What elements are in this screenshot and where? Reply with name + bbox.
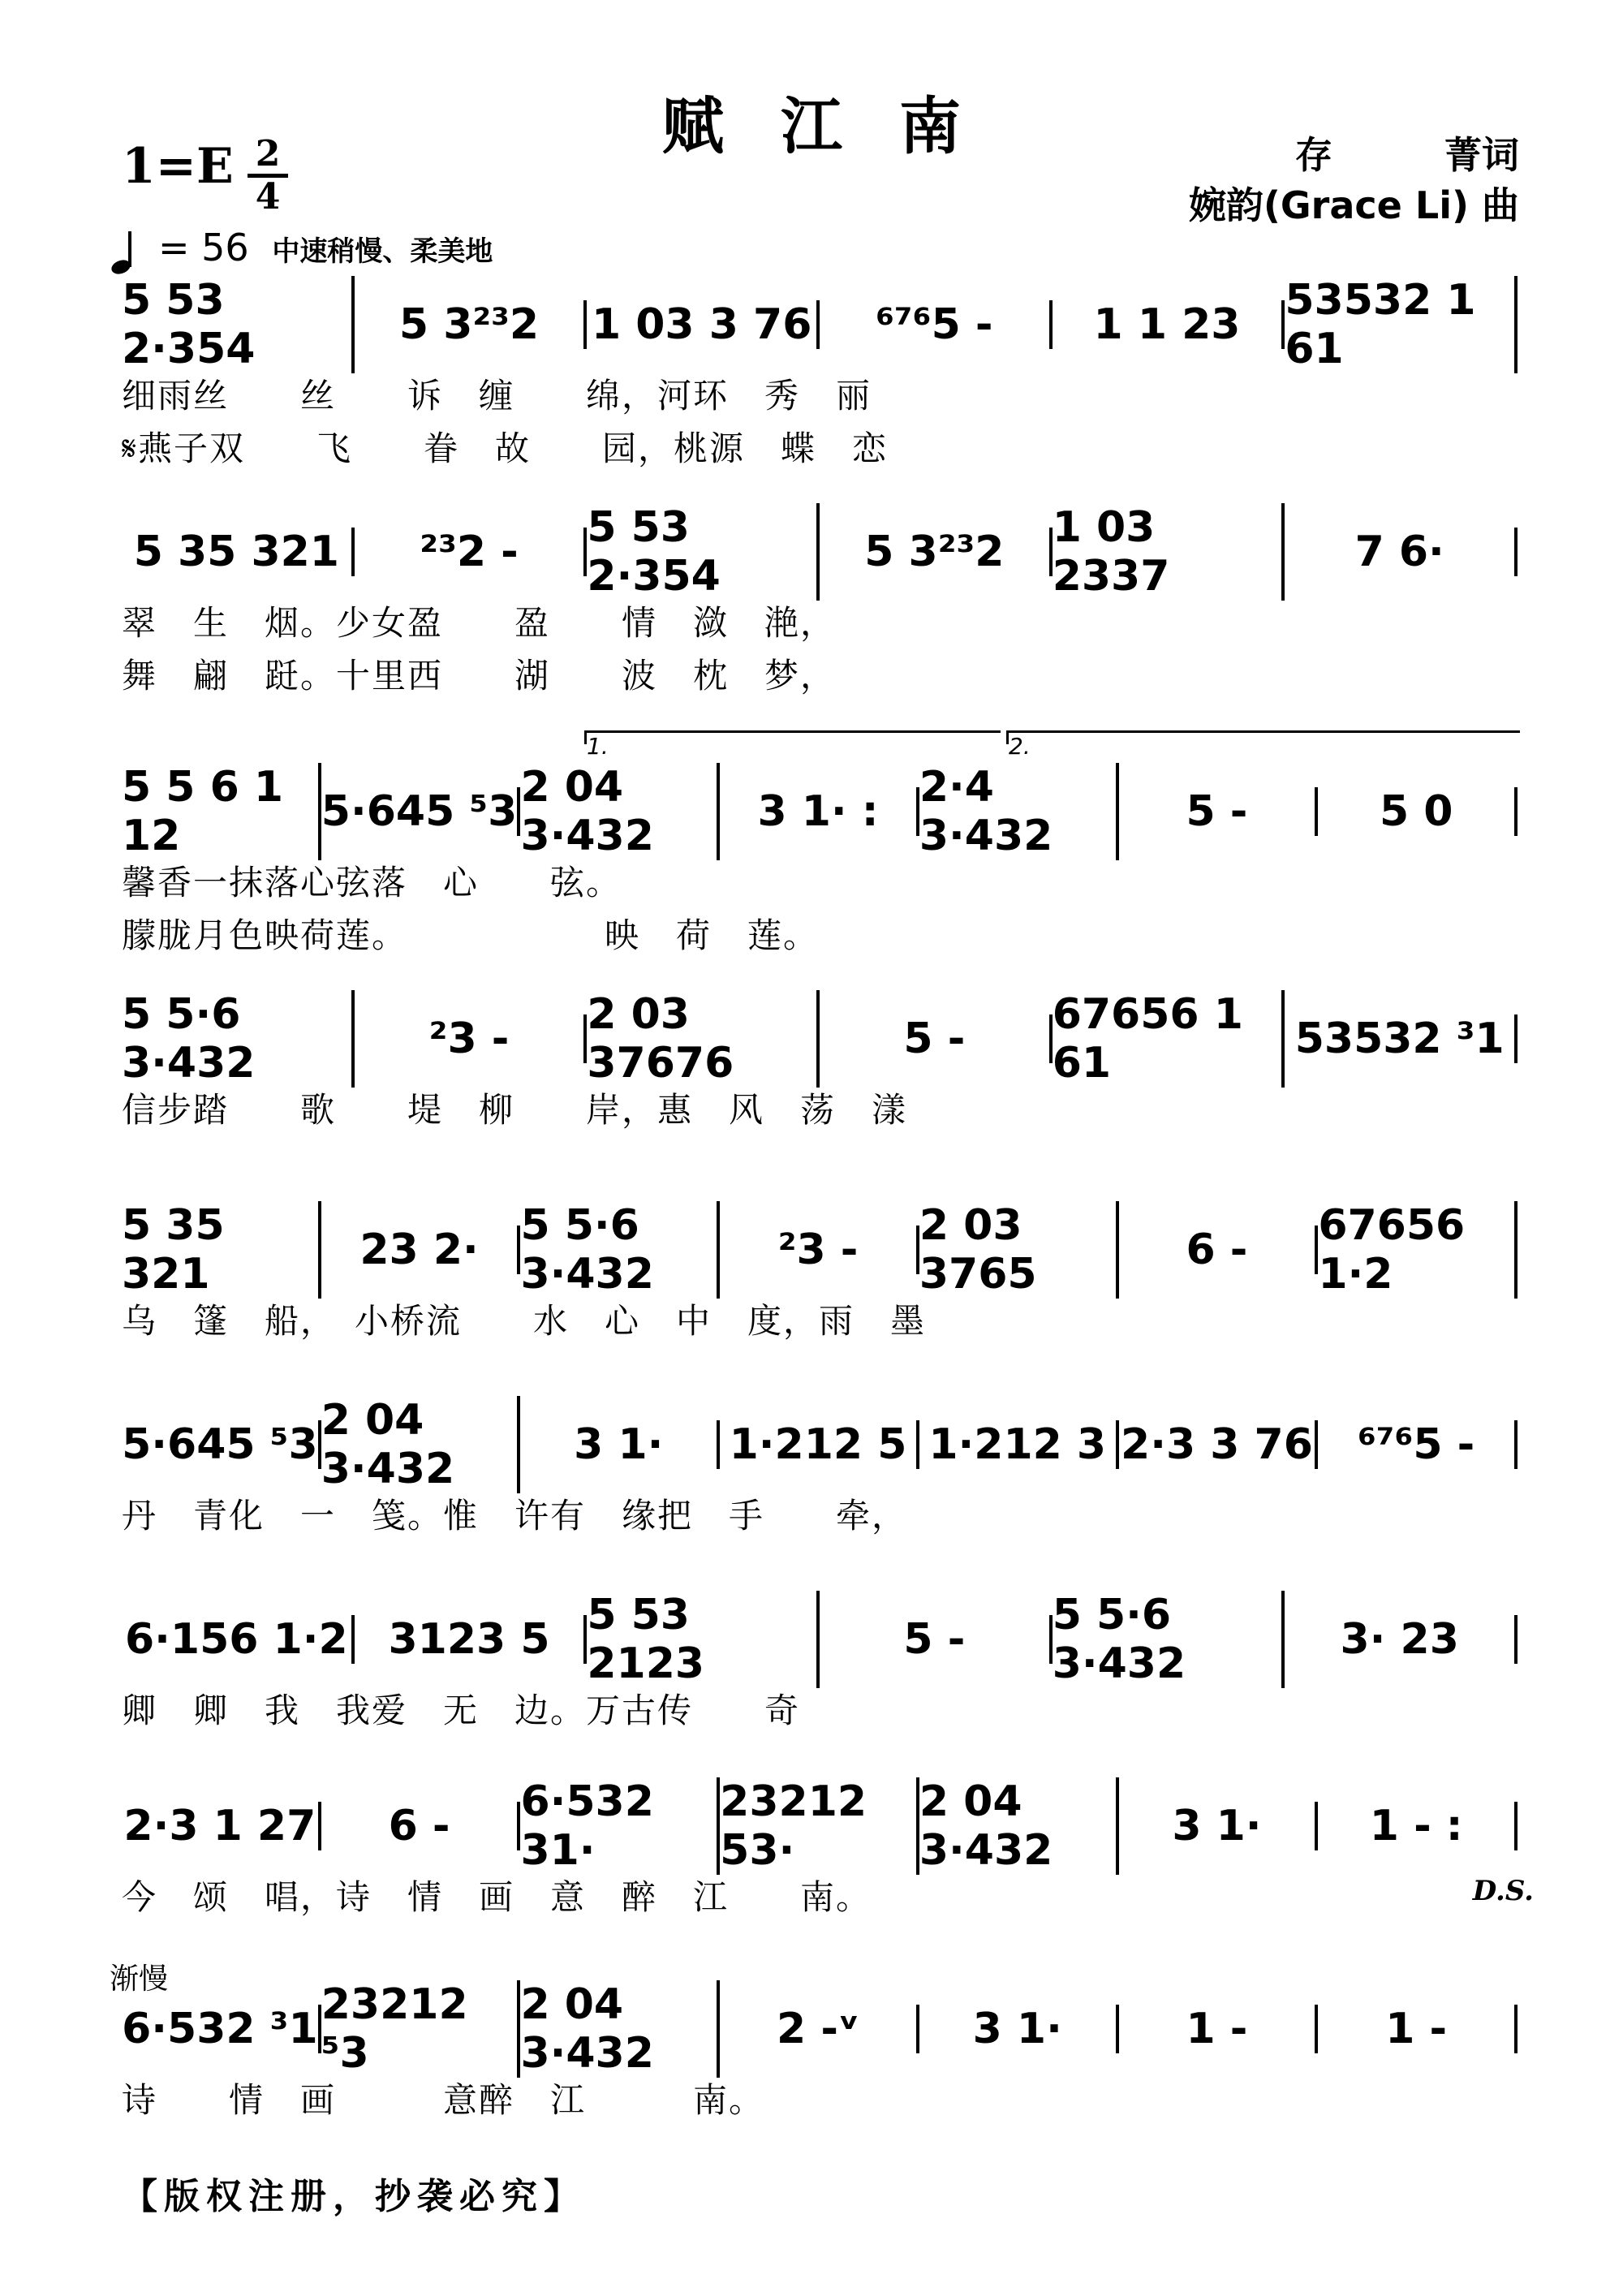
measure: ²3 - — [720, 1226, 919, 1274]
measure: 3 1· — [919, 2005, 1119, 2053]
measure: 5 35 321 — [122, 1201, 321, 1299]
measure: 5 53 2·354 — [587, 503, 820, 601]
measure: 1 1 23 — [1053, 300, 1285, 349]
time-signature-top: 2 — [255, 133, 281, 174]
lyrics-line: 乌 篷 船， 小桥流 水 心 中 度，雨 墨 — [122, 1301, 927, 1341]
notation-line — [122, 503, 1518, 601]
measure: 6·156 1·2 — [122, 1615, 355, 1664]
measure: 3 1· — [520, 1420, 720, 1469]
measure: 2 03 37676 — [587, 990, 820, 1088]
volta-second-ending: 2. — [1006, 730, 1520, 744]
measure: 23212 53· — [720, 1777, 919, 1875]
dal-segno-marking: D.S. — [1472, 1875, 1534, 1907]
measure: 3· 23 — [1285, 1615, 1518, 1664]
ritardando-marking: 渐慢 — [110, 1962, 169, 1996]
measure: 5 35 321 — [122, 528, 355, 576]
measure: 1 03 3 76 — [587, 300, 820, 349]
measure: 5 53 2123 — [587, 1591, 820, 1688]
measure: 2·3 1 27 — [122, 1802, 321, 1850]
measure: 2 03 3765 — [919, 1201, 1119, 1299]
measure: 5 - — [820, 1014, 1053, 1063]
credits — [1189, 130, 1519, 230]
lyrics-line: 丹 青化 一 笺。惟 许有 缘把 手 牵， — [122, 1496, 908, 1536]
measure: 5·645 ⁵3 — [321, 787, 521, 836]
measure: 2 04 3·432 — [919, 1777, 1119, 1875]
measure: 67656 1 61 — [1053, 990, 1285, 1088]
measure: 1·212 3 — [919, 1420, 1119, 1469]
notation-line — [122, 990, 1518, 1088]
measure: 2 04 3·432 — [520, 1980, 720, 2078]
measure: 23 2· — [321, 1226, 521, 1274]
tempo-bpm: = 56 — [158, 226, 249, 269]
notation-line — [122, 1591, 1518, 1688]
lyrics-line: 信步踏 歌 堤 柳 岸，惠 风 荡 漾 — [122, 1090, 908, 1130]
tempo-marking — [110, 226, 493, 272]
measure: 6 - — [321, 1802, 521, 1850]
measure: 5 5·6 3·432 — [122, 990, 355, 1088]
time-signature — [248, 133, 288, 218]
lyrics-line: 朦胧月色映荷莲。 映 荷 莲。 — [122, 915, 820, 955]
measure: 5 5 6 1 12 — [122, 763, 321, 860]
measure: 3123 5 — [355, 1615, 588, 1664]
measure: 5 3²³2 — [820, 528, 1053, 576]
notation-line — [122, 763, 1518, 860]
volta-first-ending: 1. — [584, 730, 1001, 744]
measure: 2·3 3 76 — [1119, 1420, 1319, 1469]
measure: 6·532 31· — [520, 1777, 720, 1875]
measure: 53532 ³1 — [1285, 1014, 1518, 1063]
measure: 5 0 — [1318, 787, 1518, 836]
notation-line — [122, 1201, 1518, 1299]
copyright-notice: 【版权注册，抄袭必究】 — [122, 2176, 586, 2217]
measure: 1 - — [1318, 2005, 1518, 2053]
measure: 2 04 3·432 — [520, 763, 720, 860]
lyrics-line: 舞 翩 跹。十里西 湖 波 枕 梦， — [122, 656, 837, 696]
lyrics-line: 卿 卿 我 我爱 无 边。万古传 奇 — [122, 1691, 801, 1730]
measure: 3 1· : — [720, 787, 919, 836]
measure: 1·212 5 — [720, 1420, 919, 1469]
measure: 2 04 3·432 — [321, 1396, 521, 1493]
lyricist: 存 菁词 — [1295, 133, 1519, 177]
measure: 5 5·6 3·432 — [1053, 1591, 1285, 1688]
tempo-description: 中速稍慢、柔美地 — [272, 235, 493, 268]
measure: ²³2 - — [355, 528, 588, 576]
measure: 5 53 2·354 — [122, 276, 355, 373]
measure: 1 - : — [1318, 1802, 1518, 1850]
measure: 5 - — [1119, 787, 1319, 836]
measure: 5·645 ⁵3 — [122, 1420, 321, 1469]
measure: 6·532 ³1 — [122, 2005, 321, 2053]
measure: 53532 1 61 — [1285, 276, 1518, 373]
measure: 5 5·6 3·432 — [520, 1201, 720, 1299]
measure: ⁶⁷⁶5 - — [820, 300, 1053, 349]
score-title: 赋江南 — [662, 90, 1018, 162]
measure: 5 - — [820, 1615, 1053, 1664]
lyrics-line: 馨香一抹落心弦落 心 弦。 — [122, 863, 622, 902]
measure: 67656 1·2 — [1318, 1201, 1518, 1299]
measure: 1 - — [1119, 2005, 1319, 2053]
lyrics-line: 细雨丝 丝 诉 缠 绵，河环 秀 丽 — [122, 376, 872, 416]
composer: 婉韵(Grace Li) 曲 — [1188, 183, 1519, 227]
quarter-note-icon — [110, 230, 158, 272]
measure: 6 - — [1119, 1226, 1319, 1274]
notation-line — [122, 276, 1518, 373]
measure: ⁶⁷⁶5 - — [1318, 1420, 1518, 1469]
lyrics-line: 诗 情 画 意醉 江 南。 — [122, 2080, 765, 2120]
measure: 2 -ᵛ — [720, 2005, 919, 2053]
measure: 5 3²³2 — [355, 300, 588, 349]
measure: 1 03 2337 — [1053, 503, 1285, 601]
notation-line — [122, 1777, 1518, 1875]
lyrics-line: 翠 生 烟。少女盈 盈 情 潋 滟， — [122, 603, 837, 643]
measure: 3 1· — [1119, 1802, 1319, 1850]
measure: 23212 ⁵3 — [321, 1980, 521, 2078]
measure: 7 6· — [1285, 528, 1518, 576]
key-signature: 1=E — [122, 138, 234, 195]
measure: ²3 - — [355, 1014, 588, 1063]
lyrics-line: 𝄋燕子双 飞 眷 故 园，桃源 蝶 恋 — [122, 429, 889, 468]
notation-line — [122, 1396, 1518, 1493]
measure: 2·4 3·432 — [919, 763, 1119, 860]
notation-line — [122, 1980, 1518, 2078]
lyrics-line: 今 颂 唱，诗 情 画 意 醉 江 南。 — [122, 1877, 872, 1917]
time-signature-bottom: 4 — [255, 176, 281, 218]
